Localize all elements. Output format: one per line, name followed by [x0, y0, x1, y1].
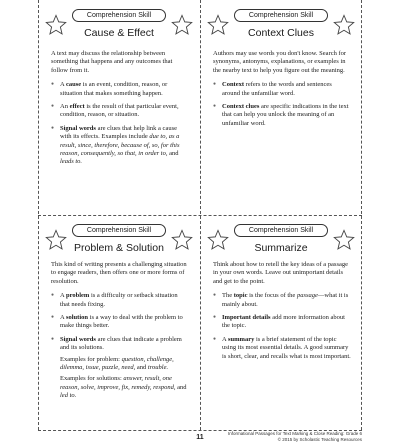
card-intro: Authors may use words you don't know. Search for synonyms, antonyms, explanations, or examples in the nearby text to help you figure out the meaning. — [213, 50, 347, 74]
card-title: Context Clues — [248, 27, 314, 39]
bullet-list — [51, 81, 189, 167]
bullet-list — [213, 81, 351, 128]
list-item: ● A summary is a brief statement of the topic using its most essential details. A good summary is short, clear, and recalls what is most important. — [213, 336, 351, 361]
solution-examples: Examples for solutions: answer, result, one reason, solve, improve, fix, remedy, respond, and led to. — [60, 375, 187, 400]
card-summarize — [200, 215, 362, 430]
card-body — [213, 50, 351, 133]
card-intro: This kind of writing presents a challenging situation to engage readers, then offers one or more forms of resolution. — [51, 261, 187, 285]
list-item: ● Context clues are specific indications in the text that can help you unlock the meaning of an unfamiliar word. — [213, 103, 351, 128]
list-item: ● A solution is a way to deal with the problem to make things better. — [51, 314, 189, 331]
skill-label: Comprehension Skill — [234, 224, 328, 237]
worksheet-page — [38, 0, 362, 430]
card-body — [51, 50, 189, 172]
credit-line: Informational Passages for Text Marking & Close Reading: Grade 6 © 2015 by Scholastic Teaching Resources — [228, 431, 362, 442]
card-title: Problem & Solution — [74, 242, 164, 254]
list-item: ● A problem is a difficulty or setback situation that needs fixing. — [51, 292, 189, 309]
card-title: Cause & Effect — [84, 27, 154, 39]
list-item: ● The topic is the focus of the passage—what it is mainly about. — [213, 292, 351, 309]
page-number: 11 — [196, 434, 204, 441]
bullet-list — [51, 292, 189, 400]
card-title: Summarize — [254, 242, 308, 254]
card-context-clues — [200, 0, 362, 215]
card-intro: Think about how to retell the key ideas of a passage in your own words. Leave out unimportant details and get to the point. — [213, 261, 349, 285]
list-item: ● Signal words are clues that help link a cause with its effects. Examples include due to, as a result, since, therefore, because of, so, for this reason, consequently, so that, in order to, and leads to. — [51, 125, 189, 167]
card-problem-solution — [38, 215, 200, 430]
list-item: ● An effect is the result of that particular event, condition, reason, or situation. — [51, 103, 189, 120]
skill-label: Comprehension Skill — [234, 9, 328, 22]
card-cause-effect — [38, 0, 200, 215]
skill-label: Comprehension Skill — [72, 9, 166, 22]
card-intro: A text may discuss the relationship between something that happens and any outcomes that follow from it. — [51, 50, 173, 74]
skill-label: Comprehension Skill — [72, 224, 166, 237]
list-item: ● Important details add more information about the topic. — [213, 314, 351, 331]
bullet-list — [213, 292, 351, 361]
card-body — [51, 261, 189, 406]
card-body — [213, 261, 351, 366]
problem-examples: Examples for problem: question, challenge, dilemma, issue, puzzle, need, and trouble. — [60, 355, 174, 372]
list-item: ● Signal words are clues that indicate a problem and its solutions. Examples for problem: question, challenge, dilemma, issue, puzzle, need, and trouble. Examples for solutions: answer, result, one reason, solve, improve, fix, remedy, respond, and led to. — [51, 336, 189, 401]
list-item: ● A cause is an event, condition, reason, or situation that makes something happen. — [51, 81, 189, 98]
cut-line-horizontal — [38, 215, 362, 216]
list-item: ● Context refers to the words and sentences around the unfamiliar word. — [213, 81, 351, 98]
